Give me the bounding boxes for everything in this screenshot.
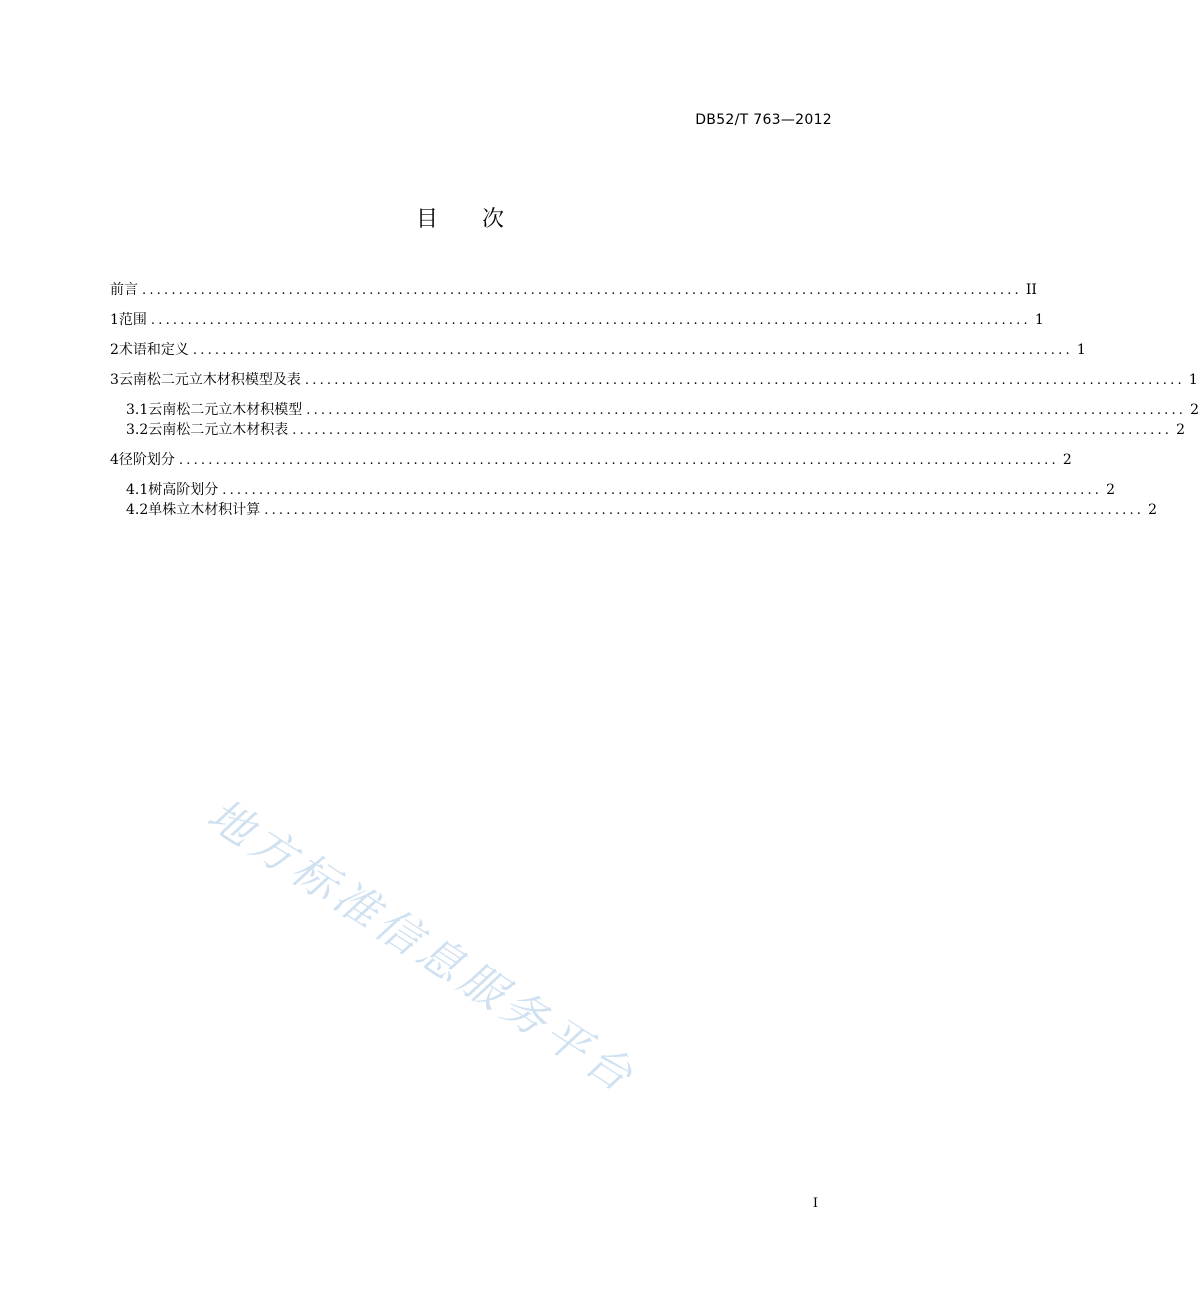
toc-entry-page: 2 [1176,422,1186,438]
toc-entry-label: 术语和定义 [118,342,189,358]
toc-entry-number: 4.2 [126,502,149,518]
toc-entry-3-2[interactable] [110,420,1186,440]
toc-entry-4-1[interactable] [110,480,1116,500]
toc-entry-page: 1 [1076,342,1086,358]
toc-entry-label: 范围 [118,312,147,328]
toc-entry-foreword[interactable] [110,280,1037,300]
toc-leader-dots: ........................................................................................................................ [142,283,1022,298]
watermark: 地方标准信息服务平台 [198,789,646,1105]
toc-entry-number: 3 [110,372,119,388]
standard-number: DB52/T 763—2012 [695,112,832,128]
toc-entry-label: 径阶划分 [118,452,175,468]
toc-entry-3[interactable] [110,370,1198,390]
page-number: I [812,1196,818,1211]
toc-entry-label: 云南松二元立木材积模型 [148,402,303,418]
table-of-contents [110,280,1199,520]
toc-entry-label: 单株立木材积计算 [148,502,261,518]
toc-leader-dots: ........................................................................................................................ [178,453,1059,468]
toc-leader-dots: ........................................................................................................................ [222,483,1103,498]
toc-leader-dots: ........................................................................................................................ [150,313,1031,328]
toc-entry-3-1[interactable] [110,400,1199,420]
toc-entry-page: 2 [1106,482,1116,498]
toc-leader-dots: ........................................................................................................................ [192,343,1073,358]
toc-entry-page: II [1025,282,1037,298]
toc-entry-label: 树高阶划分 [148,482,219,498]
toc-entry-page: 1 [1188,372,1198,388]
toc-entry-label: 前言 [110,282,138,298]
toc-entry-number: 1 [110,312,119,328]
toc-entry-label: 云南松二元立木材积表 [148,422,289,438]
toc-entry-4-2[interactable] [110,500,1158,520]
toc-entry-4[interactable] [110,450,1072,470]
page-title: 目 次 [415,207,504,232]
toc-leader-dots: ........................................................................................................................ [292,423,1173,438]
toc-entry-page: 2 [1062,452,1072,468]
toc-entry-page: 2 [1148,502,1158,518]
toc-entry-number: 2 [110,342,119,358]
toc-entry-number: 4 [110,452,119,468]
toc-entry-number: 3.2 [126,422,149,438]
toc-leader-dots: ........................................................................................................................ [264,503,1145,518]
toc-entry-label: 云南松二元立木材积模型及表 [118,372,301,388]
toc-entry-number: 3.1 [126,402,149,418]
toc-entry-page: 1 [1034,312,1044,328]
toc-entry-page: 2 [1190,402,1199,418]
toc-leader-dots: ........................................................................................................................ [306,403,1187,418]
toc-entry-1[interactable] [110,310,1044,330]
toc-leader-dots: ........................................................................................................................ [304,373,1185,388]
toc-entry-2[interactable] [110,340,1086,360]
toc-entry-number: 4.1 [126,482,149,498]
